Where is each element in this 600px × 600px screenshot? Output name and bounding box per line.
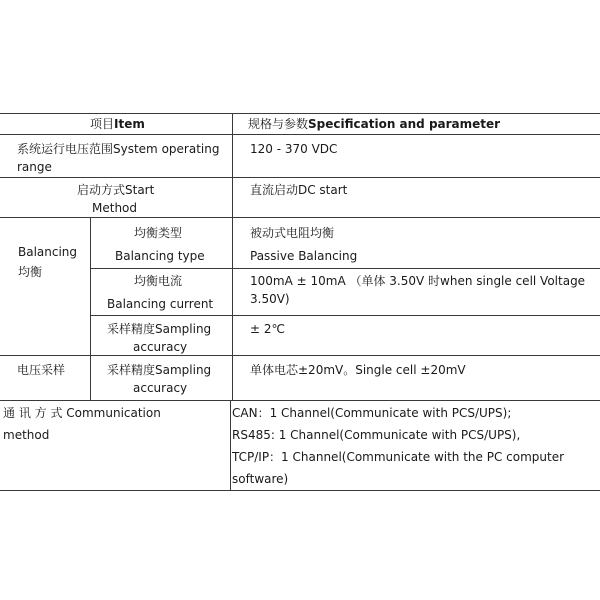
header-divider	[0, 134, 600, 135]
balancing-type-value-line2: Passive Balancing	[250, 249, 358, 263]
operating-range-label-line2: range	[17, 160, 52, 174]
header-spec-cn: 规格与参数	[248, 117, 309, 131]
operating-range-label-line1: 系统运行电压范围System operating	[17, 142, 220, 156]
balancing-current-label-line1: 均衡电流	[134, 274, 183, 288]
row-divider	[90, 268, 600, 269]
header-spec-en: Specification and parameter	[308, 117, 501, 131]
communication-value-line2: RS485: 1 Channel(Communicate with PCS/UPS),	[232, 428, 521, 442]
balancing-accuracy-value: ± 2℃	[250, 322, 285, 336]
column-divider	[232, 113, 233, 401]
balancing-group-label-line1: Balancing	[18, 245, 78, 259]
communication-label-line2: method	[3, 428, 50, 442]
communication-value-line1: CAN：1 Channel(Communicate with PCS/UPS);	[232, 406, 512, 420]
voltage-sampling-group-label: 电压采样	[17, 363, 66, 377]
balancing-current-label-line2: Balancing current	[107, 297, 214, 311]
start-method-label-line1: 启动方式Start	[77, 183, 155, 197]
start-method-label-line2: Method	[92, 201, 138, 215]
balancing-type-label-line1: 均衡类型	[134, 226, 183, 240]
header-item-en: Item	[114, 117, 145, 131]
operating-range-value: 120 - 370 VDC	[250, 142, 338, 156]
communication-value-line4: software)	[232, 472, 289, 486]
communication-label-line1: 通 讯 方 式 Communication	[3, 406, 161, 420]
table-top-border	[0, 113, 600, 114]
communication-value-line3: TCP/IP：1 Channel(Communicate with the PC computer	[232, 450, 565, 464]
header-item-label	[90, 116, 145, 132]
balancing-accuracy-label-line2: accuracy	[133, 340, 188, 354]
balancing-current-value-line2: 3.50V)	[250, 292, 290, 306]
start-method-value: 直流启动DC start	[250, 183, 348, 197]
balancing-group-label-line2: 均衡	[18, 265, 43, 279]
balancing-type-label-line2: Balancing type	[115, 249, 205, 263]
voltage-sampling-value: 单体电芯±20mV。Single cell ±20mV	[250, 363, 466, 377]
header-spec-label	[248, 116, 500, 132]
balancing-type-value-line1: 被动式电阻均衡	[250, 226, 335, 240]
column-divider	[90, 217, 91, 401]
table-bottom-border	[0, 490, 600, 491]
balancing-accuracy-label-line1: 采样精度Sampling	[107, 322, 212, 336]
header-item-cn: 项目	[90, 117, 115, 131]
row-divider	[0, 177, 600, 178]
voltage-sampling-label-line1: 采样精度Sampling	[107, 363, 212, 377]
voltage-sampling-label-line2: accuracy	[133, 381, 188, 395]
row-divider	[90, 315, 600, 316]
column-divider	[230, 400, 231, 490]
balancing-current-value-line1: 100mA ± 10mA （单体 3.50V 时when single cell Voltage	[250, 274, 586, 288]
